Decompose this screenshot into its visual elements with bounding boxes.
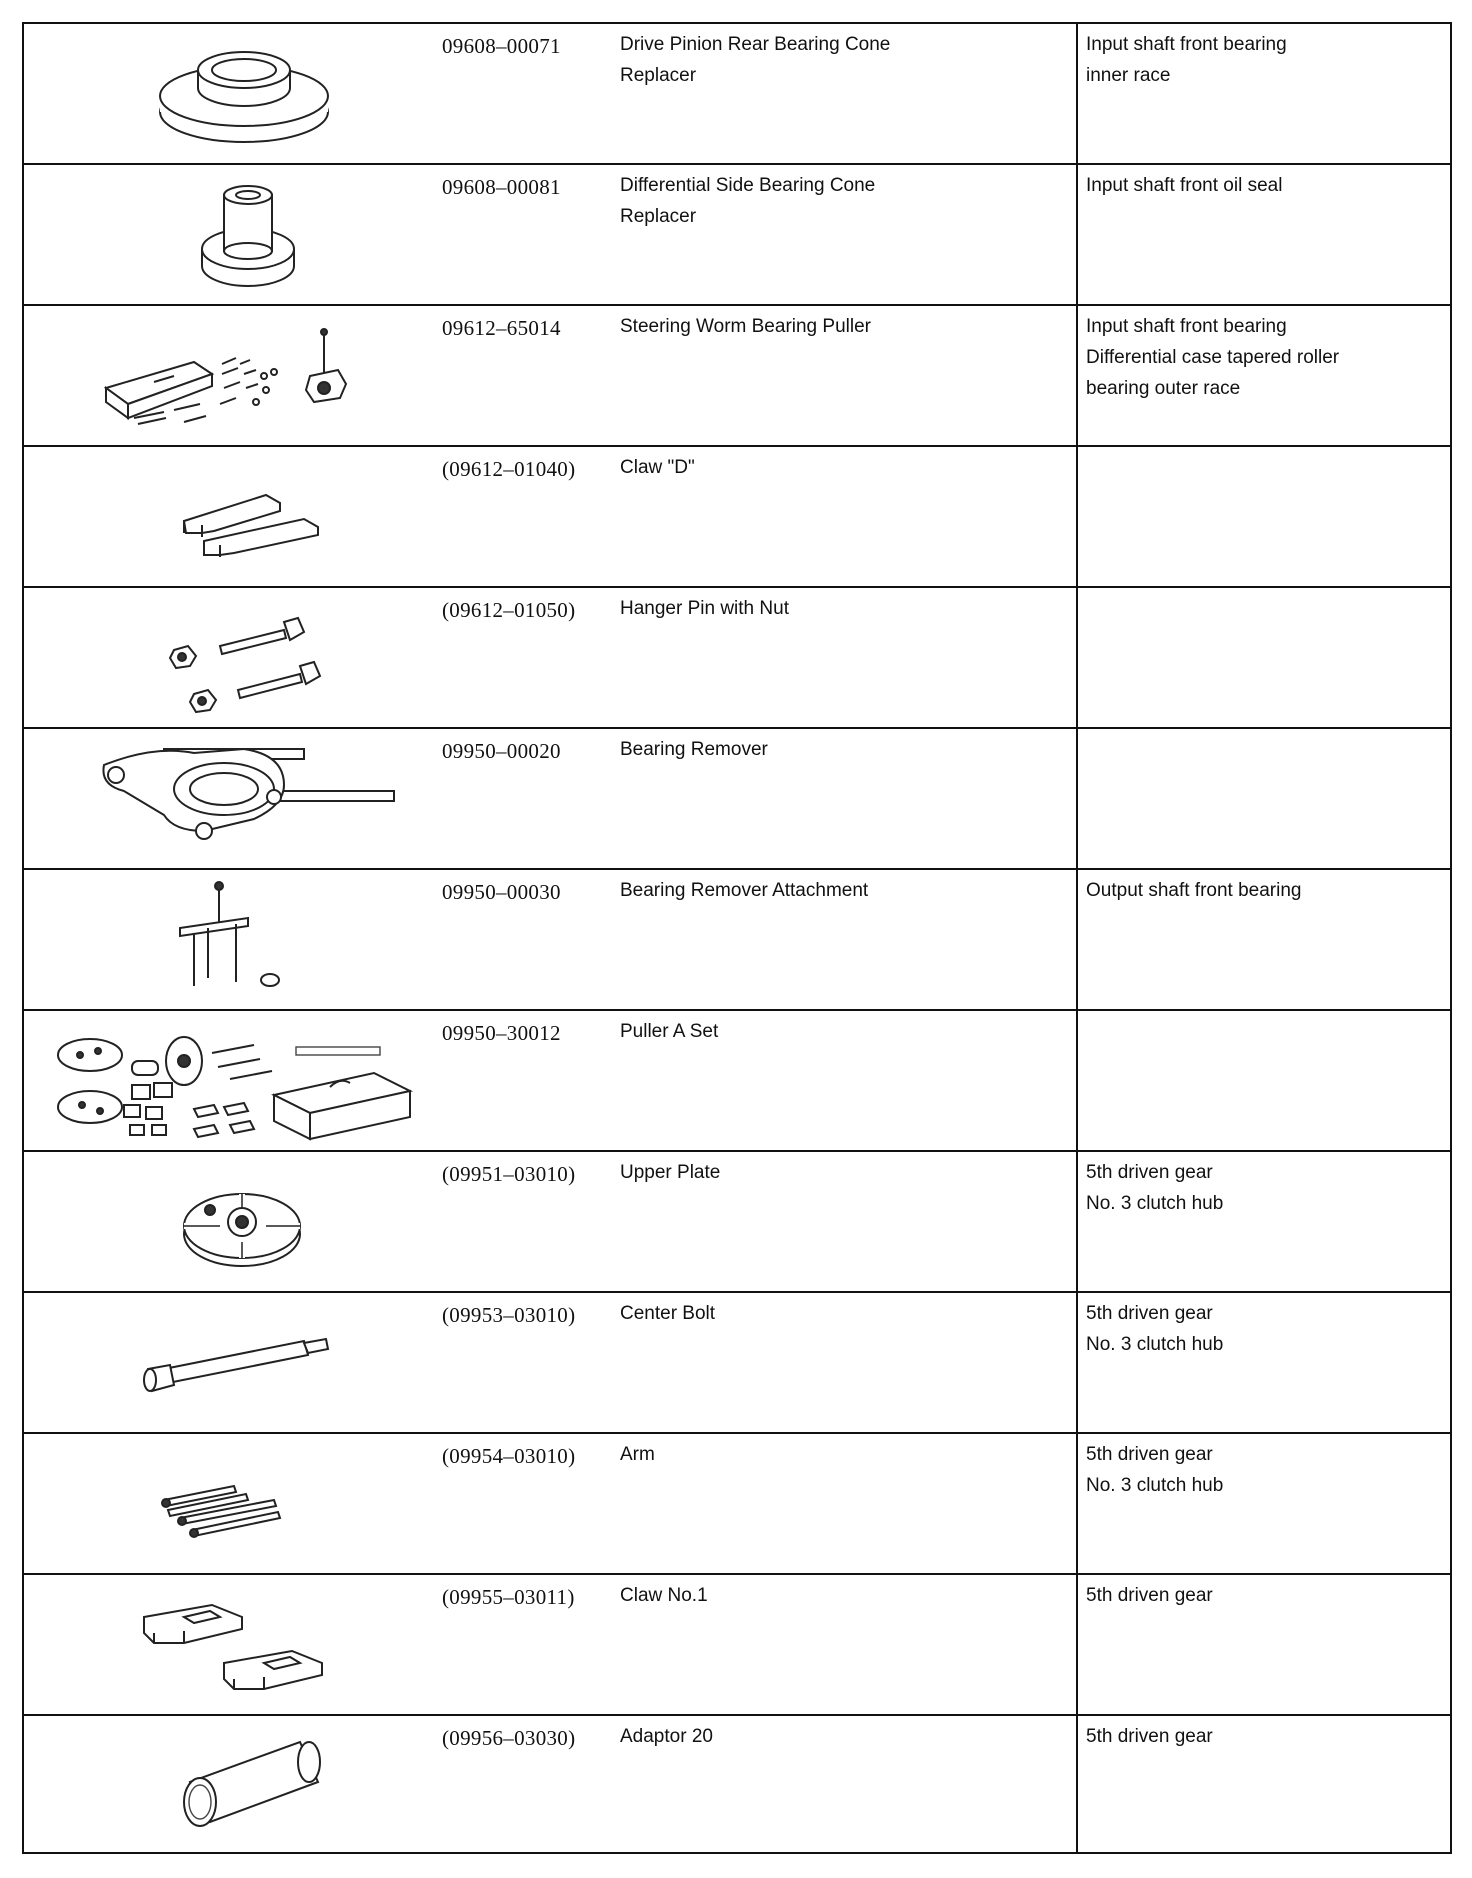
part-number: (09953–03010) (442, 1303, 576, 1327)
part-number: (09956–03030) (442, 1726, 576, 1750)
column-divider (1076, 24, 1078, 163)
tool-use-line: inner race (1086, 65, 1171, 86)
column-divider (1076, 588, 1078, 727)
column-divider (1076, 165, 1078, 304)
tool-use-line: Output shaft front bearing (1086, 880, 1302, 901)
tool-name (620, 170, 1060, 232)
tool-name-line: Replacer (620, 65, 697, 86)
part-number: (09951–03010) (442, 1162, 576, 1186)
part-number: 09608–00081 (442, 175, 561, 199)
part-number: (09612–01040) (442, 457, 576, 481)
part-number: 09608–00071 (442, 34, 561, 58)
arm-icon (34, 1440, 434, 1568)
table-row (24, 165, 1450, 306)
tool-name-line: Puller A Set (620, 1021, 719, 1042)
column-divider (1076, 447, 1078, 586)
tool-name-line: Bearing Remover (620, 739, 768, 760)
tool-use-line: Input shaft front oil seal (1086, 175, 1283, 196)
tool-name (620, 1298, 1060, 1329)
tool-use (1086, 1721, 1426, 1752)
tool-use-line: 5th driven gear (1086, 1303, 1213, 1324)
tool-name (620, 875, 1060, 906)
center-bolt-icon (34, 1299, 434, 1427)
table-row (24, 24, 1450, 165)
part-number: 09612–65014 (442, 316, 561, 340)
upper-plate-icon (34, 1158, 434, 1286)
table-row (24, 588, 1450, 729)
tool-use (1086, 875, 1426, 906)
table-row (24, 1716, 1450, 1854)
tool-use-line: 5th driven gear (1086, 1585, 1213, 1606)
tool-use-line: No. 3 clutch hub (1086, 1193, 1224, 1214)
tool-name (620, 1157, 1060, 1188)
part-number: (09954–03010) (442, 1444, 576, 1468)
column-divider (1076, 1293, 1078, 1432)
tool-use-line: 5th driven gear (1086, 1444, 1213, 1465)
tool-use (1086, 1298, 1426, 1360)
column-divider (1076, 1575, 1078, 1714)
part-number: (09612–01050) (442, 598, 576, 622)
column-divider (1076, 306, 1078, 445)
tool-name-line: Replacer (620, 206, 697, 227)
tool-use-line: 5th driven gear (1086, 1162, 1213, 1183)
tool-name-line: Arm (620, 1444, 655, 1465)
column-divider (1076, 1152, 1078, 1291)
tool-name-line: Center Bolt (620, 1303, 716, 1324)
side-bearing-replacer-icon (34, 171, 434, 299)
tool-name-line: Claw "D" (620, 457, 695, 478)
column-divider (1076, 870, 1078, 1009)
special-tools-table (22, 22, 1452, 1854)
tool-use-line: No. 3 clutch hub (1086, 1334, 1224, 1355)
tool-name (620, 1016, 1060, 1047)
column-divider (1076, 1434, 1078, 1573)
remover-attachment-icon (34, 876, 434, 1004)
tool-use-line: bearing outer race (1086, 378, 1241, 399)
bearing-remover-icon (34, 735, 434, 863)
table-row (24, 447, 1450, 588)
tool-use (1086, 311, 1426, 404)
tool-name (620, 452, 1060, 483)
tool-name-line: Upper Plate (620, 1162, 721, 1183)
tool-name (620, 734, 1060, 765)
table-row (24, 1011, 1450, 1152)
table-row (24, 1434, 1450, 1575)
tool-name-line: Drive Pinion Rear Bearing Cone (620, 34, 891, 55)
tool-use-line: 5th driven gear (1086, 1726, 1213, 1747)
tool-name (620, 1580, 1060, 1611)
tool-name (620, 593, 1060, 624)
column-divider (1076, 729, 1078, 868)
part-number: 09950–00020 (442, 739, 561, 763)
table-row (24, 306, 1450, 447)
bearing-puller-set-icon (34, 312, 434, 440)
table-row (24, 1152, 1450, 1293)
tool-use-line: Differential case tapered roller (1086, 347, 1340, 368)
table-row (24, 729, 1450, 870)
puller-set-icon (34, 1017, 434, 1145)
bearing-cone-replacer-icon (34, 30, 434, 158)
tool-name-line: Differential Side Bearing Cone (620, 175, 876, 196)
tool-use (1086, 1157, 1426, 1219)
table-row (24, 870, 1450, 1011)
tool-name (620, 29, 1060, 91)
tool-name (620, 1721, 1060, 1752)
adaptor-icon (34, 1722, 434, 1850)
tool-name-line: Adaptor 20 (620, 1726, 713, 1747)
part-number: 09950–30012 (442, 1021, 561, 1045)
tool-name-line: Claw No.1 (620, 1585, 708, 1606)
part-number: 09950–00030 (442, 880, 561, 904)
tool-use (1086, 1580, 1426, 1611)
tool-name (620, 1439, 1060, 1470)
tool-use (1086, 170, 1426, 201)
hanger-pin-icon (34, 594, 434, 722)
table-row (24, 1293, 1450, 1434)
tool-name-line: Hanger Pin with Nut (620, 598, 789, 619)
tool-name (620, 311, 1060, 342)
tool-name-line: Bearing Remover Attachment (620, 880, 869, 901)
tool-name-line: Steering Worm Bearing Puller (620, 316, 871, 337)
claw-d-icon (34, 453, 434, 581)
claw-no1-icon (34, 1581, 434, 1709)
tool-use (1086, 1439, 1426, 1501)
tool-use-line: Input shaft front bearing (1086, 316, 1287, 337)
tool-use-line: Input shaft front bearing (1086, 34, 1287, 55)
part-number: (09955–03011) (442, 1585, 575, 1609)
tool-use-line: No. 3 clutch hub (1086, 1475, 1224, 1496)
tool-use (1086, 29, 1426, 91)
column-divider (1076, 1716, 1078, 1854)
column-divider (1076, 1011, 1078, 1150)
table-row (24, 1575, 1450, 1716)
